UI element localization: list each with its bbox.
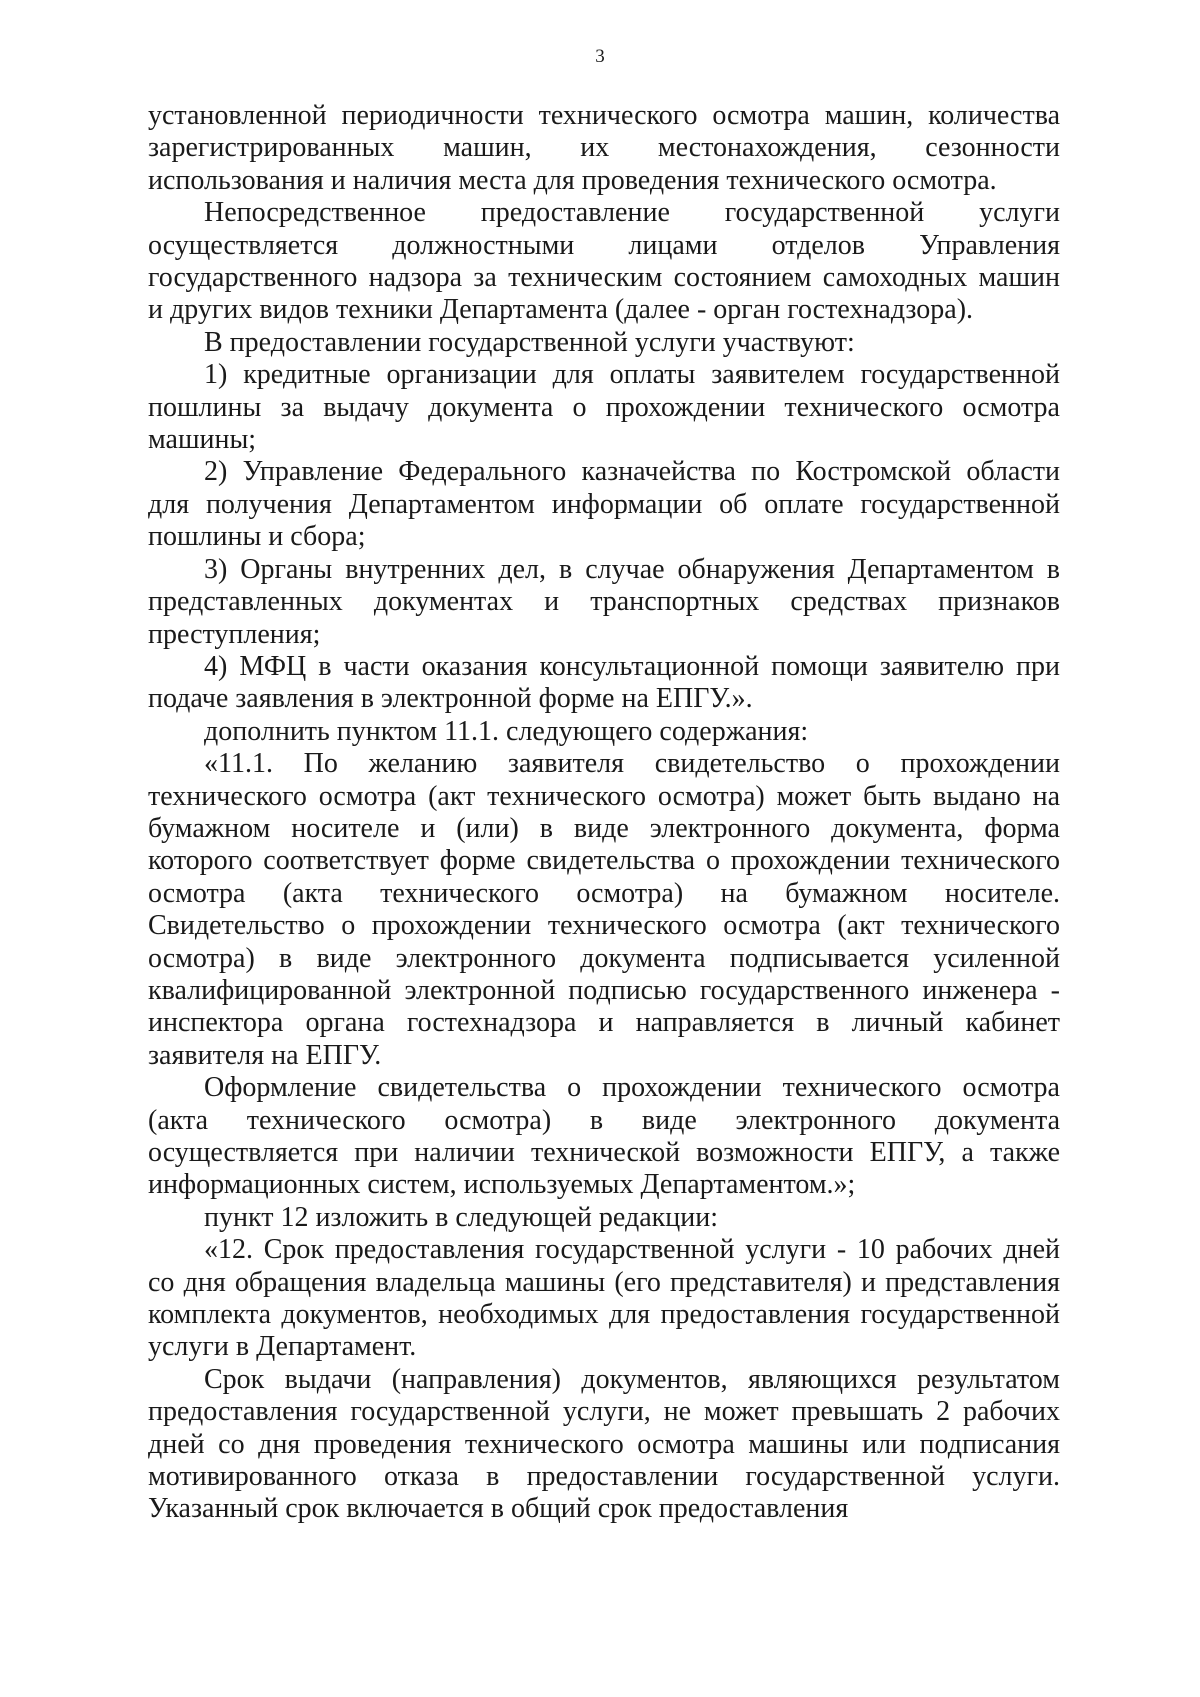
text-line: Свидетельство о прохождении технического осмотра (акт технического — [148, 910, 1060, 942]
text-line: пункт 12 изложить в следующей редакции: — [204, 1201, 718, 1233]
text-line: со дня обращения владельца машины (его представителя) и представления — [148, 1266, 1060, 1298]
text-line: зарегистрированных машин, их местонахождения, сезонности — [148, 132, 1060, 164]
text-line: Непосредственное предоставление государственной услуги — [204, 197, 1060, 229]
text-line: бумажном носителе и (или) в виде электронного документа, форма — [148, 812, 1060, 844]
text-line: осуществляется должностными лицами отделов Управления — [148, 229, 1060, 261]
text-line: государственного надзора за техническим состоянием самоходных машин — [148, 262, 1060, 294]
text-line: технического осмотра (акт технического осмотра) может быть выдано на — [148, 780, 1060, 812]
text-line: представленных документах и транспортных средствах признаков — [148, 586, 1060, 618]
paragraph — [148, 748, 1060, 1072]
text-line: дней со дня проведения технического осмотра машины или подписания — [148, 1428, 1060, 1460]
text-line: и других видов техники Департамента (далее - орган гостехнадзора). — [148, 294, 974, 326]
text-line: которого соответствует форме свидетельства о прохождении технического — [148, 845, 1060, 877]
text-line: 1) кредитные организации для оплаты заявителем государственной — [204, 359, 1060, 391]
paragraph — [148, 456, 1060, 553]
text-line: дополнить пунктом 11.1. следующего содержания: — [204, 715, 809, 747]
text-line: (акта технического осмотра) в виде электронного документа — [148, 1104, 1060, 1136]
paragraph — [148, 1364, 1060, 1526]
text-line: пошлины за выдачу документа о прохождении технического осмотра — [148, 391, 1060, 423]
text-line: осмотра (акта технического осмотра) на бумажном носителе. — [148, 877, 1060, 909]
paragraph — [148, 100, 1060, 197]
text-line: подаче заявления в электронной форме на ЕПГУ.». — [148, 683, 753, 715]
document-body — [148, 100, 1060, 1526]
text-line: 4) МФЦ в части оказания консультационной помощи заявителю при — [204, 650, 1060, 682]
text-line: информационных систем, используемых Департаментом.»; — [148, 1169, 856, 1201]
text-line: квалифицированной электронной подписью государственного инженера - — [148, 974, 1060, 1006]
paragraph — [148, 327, 1060, 359]
text-line: Указанный срок включается в общий срок предоставления — [148, 1493, 849, 1525]
paragraph — [148, 1072, 1060, 1202]
text-line: осмотра) в виде электронного документа подписывается усиленной — [148, 942, 1060, 974]
paragraph — [148, 716, 1060, 748]
text-line: машины; — [148, 424, 257, 456]
text-line: В предоставлении государственной услуги участвуют: — [204, 326, 855, 358]
paragraph — [148, 1202, 1060, 1234]
text-line: преступления; — [148, 618, 321, 650]
text-line: 2) Управление Федерального казначейства по Костромской области — [204, 456, 1060, 488]
text-line: Оформление свидетельства о прохождении технического осмотра — [204, 1072, 1060, 1104]
text-line: услуги в Департамент. — [148, 1331, 417, 1363]
page-number: 3 — [595, 46, 605, 67]
paragraph — [148, 651, 1060, 716]
text-line: «12. Срок предоставления государственной услуги - 10 рабочих дней — [204, 1234, 1060, 1266]
text-line: заявителя на ЕПГУ. — [148, 1039, 382, 1071]
text-line: комплекта документов, необходимых для предоставления государственной — [148, 1299, 1060, 1331]
text-line: мотивированного отказа в предоставлении государственной услуги. — [148, 1461, 1060, 1493]
paragraph — [148, 1234, 1060, 1364]
text-line: использования и наличия места для проведения технического осмотра. — [148, 164, 997, 196]
text-line: Срок выдачи (направления) документов, являющихся результатом — [204, 1363, 1060, 1395]
paragraph — [148, 359, 1060, 456]
text-line: осуществляется при наличии технической возможности ЕПГУ, а также — [148, 1137, 1060, 1168]
text-line: инспектора органа гостехнадзора и направляется в личный кабинет — [148, 1007, 1060, 1039]
text-line: 3) Органы внутренних дел, в случае обнаружения Департаментом в — [204, 553, 1060, 585]
text-line: установленной периодичности технического осмотра машин, количества — [148, 100, 1060, 131]
text-line: «11.1. По желанию заявителя свидетельство о прохождении — [204, 748, 1060, 780]
paragraph — [148, 197, 1060, 327]
paragraph — [148, 554, 1060, 651]
text-line: пошлины и сбора; — [148, 521, 366, 553]
text-line: для получения Департаментом информации об оплате государственной — [148, 488, 1060, 520]
text-line: предоставления государственной услуги, не может превышать 2 рабочих — [148, 1396, 1060, 1428]
